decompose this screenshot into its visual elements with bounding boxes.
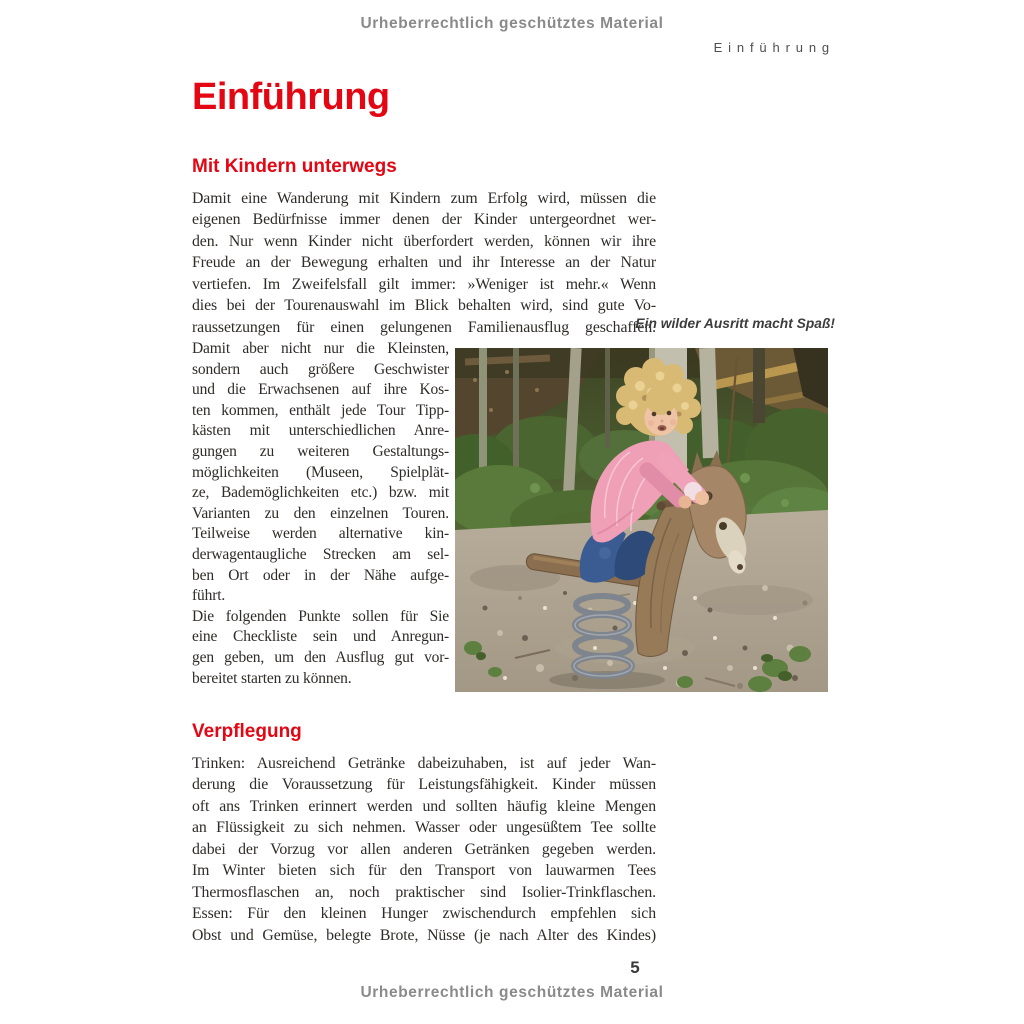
- copyright-notice-top: Urheberrechtlich geschütztes Material: [360, 15, 664, 32]
- copyright-notice-bottom: Urheberrechtlich geschütztes Material: [360, 984, 664, 1001]
- column-paragraph-2: Die folgenden Punkte sollen für Sie eine Checkliste sein und Anregun- gen geben, um den Ausflug gut vor- bereitet starten zu können.: [192, 607, 449, 687]
- verpflegung-paragraph-2: Essen: Für den kleinen Hunger zwischendurch empfehlen sich Obst und Gemüse, belegte Brote, Nüsse (je nach Alter des Kindes): [192, 905, 656, 944]
- forest-photo-illustration: [455, 348, 828, 692]
- page-number: 5: [630, 958, 640, 977]
- section-heading-verpflegung: Verpflegung: [192, 721, 302, 742]
- column-text: [192, 339, 449, 689]
- section-heading-mit-kindern: Mit Kindern unterwegs: [192, 156, 397, 177]
- column-paragraph-1: Damit aber nicht nur die Kleinsten, sondern auch größere Geschwister und die Erwachsenen auf ihre Kos- ten kommen, enthält jede Tour Tipp- kästen mit unterschiedlichen Anre- gungen zu weiteren Gestaltungs- möglichkeiten (Museen, Spielplät- ze, Bademöglichkeiten etc.) bzw. mit Varianten zu den einzelnen Touren. Teilweise werden alternative kin- derwagentaugliche Strecken am sel- ben Ort oder in der Nähe aufge- führt.: [192, 340, 449, 605]
- running-head: Einführung: [713, 40, 835, 55]
- photo-child-on-spring-rider: [455, 348, 828, 692]
- paragraph-verpflegung: [192, 753, 656, 946]
- photo-caption: Ein wilder Ausritt macht Spaß!: [635, 316, 835, 331]
- paragraph-intro: Damit eine Wanderung mit Kindern zum Erfolg wird, müssen die eigenen Bedürfnisse immer denen der Kinder untergeordnet wer- den. Nur wenn Kinder nicht überfordert werden, können wir ihre Freude an der Bewegung erhalten und ihr Interesse an der Natur vertiefen. Im Zweifelsfall gilt immer: »Weniger ist mehr.« Wenn dies bei der Tourenauswahl im Blick behalten wird, sind gute Vo- raussetzungen für einen gelungenen Familienausflug geschaffen.: [192, 190, 656, 336]
- chapter-title: Einführung: [192, 76, 390, 118]
- verpflegung-paragraph-1: Trinken: Ausreichend Getränke dabeizuhaben, ist auf jeder Wan- derung die Voraussetzung für Leistungsfähigkeit. Kinder müssen oft ans Trinken erinnert werden und sollten häufig kleine Mengen an Flüssigkeit zu sich nehmen. Wasser oder ungesüßtem Tee sollte dabei der Vorzug vor allen anderen Getränken gegeben werden. Im Winter bieten sich für den Transport von lauwarmen Tees Thermosflaschen an, noch praktischer sind Isolier-Trinkflaschen.: [192, 755, 656, 901]
